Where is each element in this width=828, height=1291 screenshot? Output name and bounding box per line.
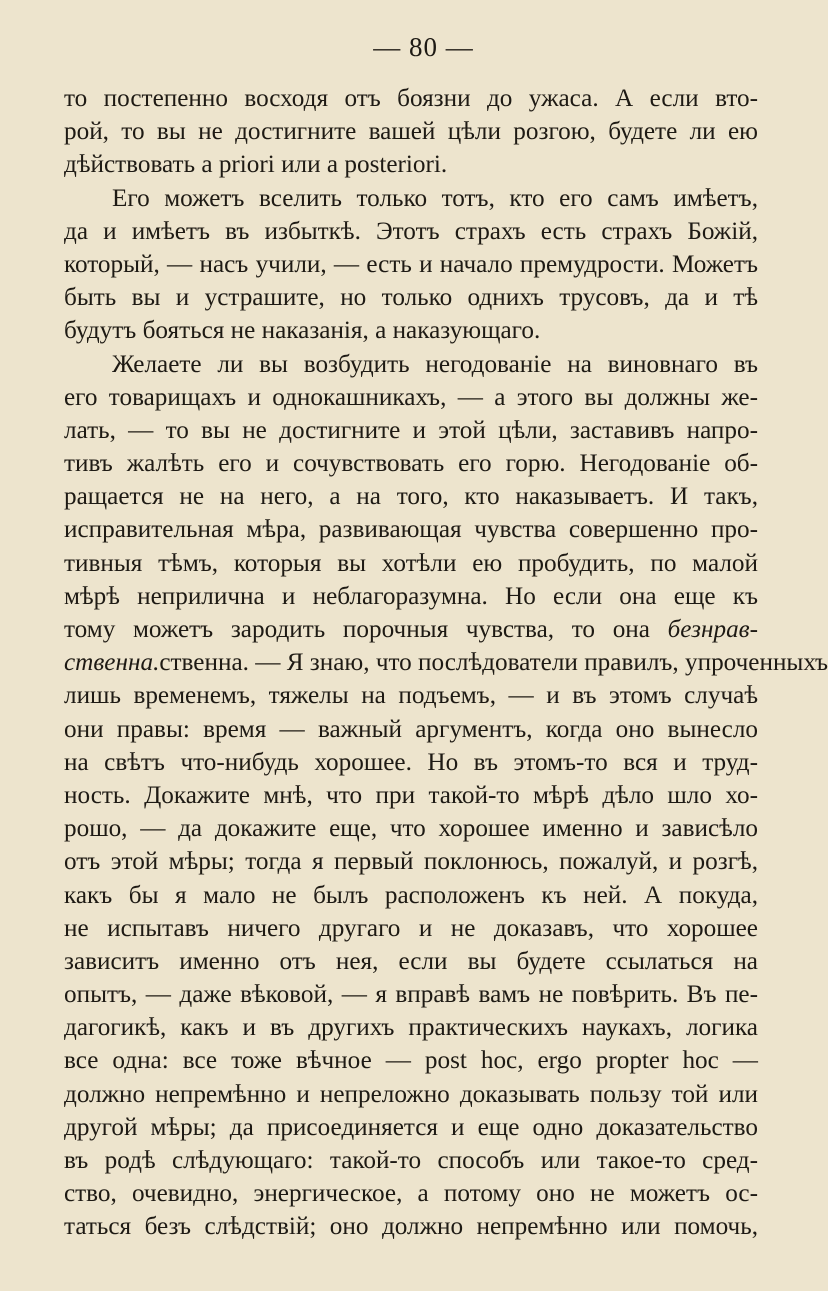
text-line: мѣрѣ неприлична и неблагоразумна. Но если она еще къ xyxy=(64,582,758,610)
text-line: то постепенно восходя отъ боязни до ужаса. А если вто- xyxy=(64,85,758,112)
text-line: на свѣтъ что-нибудь хорошее. Но въ этомъ-то вся и труд- xyxy=(64,748,758,776)
text-line: опытъ, — даже вѣковой, — я вправѣ вамъ не повѣрить. Въ пе- xyxy=(64,981,758,1009)
text-line: какъ бы я мало не былъ расположенъ къ ней. А покуда, xyxy=(64,881,758,909)
text-line: лать, — то вы не достигните и этой цѣли, заставивъ напро- xyxy=(64,416,758,444)
text-line: рой, то вы не достигните вашей цѣли розгою, будете ли ею xyxy=(64,118,758,146)
text-line: въ родѣ слѣдующаго: такой-то способъ или такое-то сред- xyxy=(64,1147,758,1174)
text-line: который, — насъ учили, — есть и начало премудрости. Можетъ xyxy=(64,250,758,278)
text-line: Желаете ли вы возбудить негодованіе на виновнаго въ xyxy=(112,350,758,378)
text-line: ство, очевидно, энергическое, а потому оно не можетъ ос- xyxy=(64,1180,758,1208)
text-line: тивныя тѣмъ, которыя вы хотѣли ею пробудить, по малой xyxy=(64,549,758,577)
text-line: все одна: все тоже вѣчное — post hoc, ergo propter hoc — xyxy=(64,1047,758,1075)
text-line: лишь временемъ, тяжелы на подъемъ, — и въ этомъ случаѣ xyxy=(64,682,758,710)
text-line: тивъ жалѣть его и сочувствовать его горю. Негодованіе об- xyxy=(64,450,758,478)
body-text xyxy=(64,82,828,1244)
text-line: быть вы и устрашите, но только однихъ трусовъ, да и тѣ xyxy=(64,284,758,312)
text-line-with-emphasis xyxy=(64,613,758,646)
text-line: ность. Докажите мнѣ, что при такой-то мѣрѣ дѣло шло хо- xyxy=(64,781,758,809)
text-line: другой мѣры; да присоединяется и еще одно доказательство xyxy=(64,1113,758,1141)
italic-word: безнрав- xyxy=(667,616,758,643)
italic-word: ственна. xyxy=(64,649,160,677)
text-segment: ственна. — Я знаю, что послѣдователи правилъ, упроченныхъ xyxy=(159,649,828,677)
text-line: да и имѣетъ въ избыткѣ. Этотъ страхъ есть страхъ Божій, xyxy=(64,217,758,245)
text-segment: тому можетъ зародить порочныя чувства, то она xyxy=(64,616,668,643)
text-line: зависитъ именно отъ нея, если вы будете ссылаться на xyxy=(64,947,758,975)
text-line: они правы: время — важный аргументъ, когда оно вынесло xyxy=(64,715,758,743)
text-line: дагогикѣ, какъ и въ другихъ практическихъ наукахъ, логика xyxy=(64,1014,758,1042)
text-line: его товарищахъ и однокашникахъ, — а этого вы должны же- xyxy=(64,383,758,411)
text-line: исправительная мѣра, развивающая чувства совершенно про- xyxy=(64,516,758,544)
text-line: ращается не на него, а на того, кто наказываетъ. И такъ, xyxy=(64,483,758,511)
page-number: — 80 — xyxy=(373,32,474,62)
text-line: не испытавъ ничего другаго и не доказавъ, что хорошее xyxy=(64,914,758,942)
text-line: таться безъ слѣдствій; оно должно непремѣнно или помочь, xyxy=(64,1213,758,1241)
text-line: должно непремѣнно и непреложно доказывать пользу той или xyxy=(64,1080,758,1108)
text-line: рошо, — да докажите еще, что хорошее именно и зависѣло xyxy=(64,815,758,843)
text-line: Его можетъ вселить только тотъ, кто его самъ имѣетъ, xyxy=(112,184,758,212)
text-line: дѣйствовать a priori или a posteriori. xyxy=(64,151,448,179)
text-line-with-emphasis xyxy=(64,646,828,679)
text-line: отъ этой мѣры; тогда я первый поклонюсь, пожалуй, и розгѣ, xyxy=(64,848,758,876)
text-line: будутъ бояться не наказанія, а наказующаго. xyxy=(64,317,541,345)
